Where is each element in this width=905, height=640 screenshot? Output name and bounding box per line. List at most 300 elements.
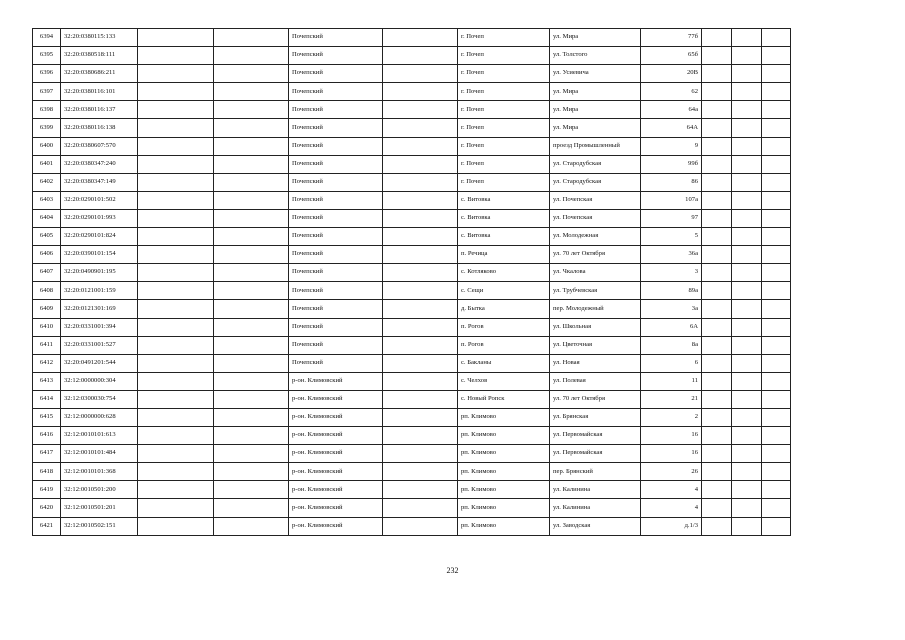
cell-street: ул. Мира — [550, 29, 641, 47]
cell-row-index: 6405 — [33, 228, 61, 246]
cell-blank-col-6 — [383, 499, 458, 517]
table-row — [33, 282, 791, 300]
cell-blank-col-12 — [762, 155, 791, 173]
cell-blank-col-11 — [732, 264, 762, 282]
cell-house-number: 11 — [641, 372, 702, 390]
cell-settlement: с. Витовка — [458, 228, 550, 246]
cell-settlement: с. Витовка — [458, 191, 550, 209]
cell-blank-col-10 — [702, 264, 732, 282]
cell-blank-col-12 — [762, 390, 791, 408]
cell-blank-col-3 — [138, 119, 214, 137]
cell-row-index: 6420 — [33, 499, 61, 517]
cell-cadastral-number: 32:12:0010501:201 — [61, 499, 138, 517]
cell-blank-col-12 — [762, 427, 791, 445]
cell-district: Почепский — [289, 119, 383, 137]
cell-cadastral-number: 32:20:0380116:138 — [61, 119, 138, 137]
cell-house-number: 16 — [641, 427, 702, 445]
cell-blank-col-3 — [138, 29, 214, 47]
cell-blank-col-11 — [732, 481, 762, 499]
cell-house-number: 36а — [641, 246, 702, 264]
cell-blank-col-10 — [702, 481, 732, 499]
cell-blank-col-3 — [138, 282, 214, 300]
cell-district: Почепский — [289, 83, 383, 101]
cell-cadastral-number: 32:20:0380518:111 — [61, 47, 138, 65]
cell-blank-col-4 — [214, 209, 289, 227]
cell-blank-col-4 — [214, 300, 289, 318]
cell-cadastral-number: 32:12:0010101:484 — [61, 445, 138, 463]
cell-blank-col-11 — [732, 65, 762, 83]
cell-district: Почепский — [289, 65, 383, 83]
cell-settlement: с. Челхов — [458, 372, 550, 390]
cell-blank-col-12 — [762, 137, 791, 155]
cell-settlement: с. Бакланы — [458, 354, 550, 372]
cell-blank-col-11 — [732, 318, 762, 336]
cell-street: пер. Брянский — [550, 463, 641, 481]
table-row — [33, 427, 791, 445]
cell-blank-col-11 — [732, 282, 762, 300]
cell-house-number: 20В — [641, 65, 702, 83]
cell-street: ул. Мира — [550, 83, 641, 101]
cell-blank-col-3 — [138, 445, 214, 463]
cell-cadastral-number: 32:20:0121001:159 — [61, 282, 138, 300]
cell-district: р-он. Климовский — [289, 499, 383, 517]
cell-settlement: рп. Климово — [458, 463, 550, 481]
cell-blank-col-11 — [732, 499, 762, 517]
cell-blank-col-12 — [762, 517, 791, 535]
table-row — [33, 209, 791, 227]
cell-street: ул. Калинина — [550, 499, 641, 517]
cell-cadastral-number: 32:12:0010501:200 — [61, 481, 138, 499]
cell-district: Почепский — [289, 318, 383, 336]
cell-street: ул. Заводская — [550, 517, 641, 535]
cell-district: р-он. Климовский — [289, 445, 383, 463]
cell-row-index: 6417 — [33, 445, 61, 463]
cell-row-index: 6394 — [33, 29, 61, 47]
cell-district: Почепский — [289, 264, 383, 282]
cell-blank-col-10 — [702, 354, 732, 372]
cell-street: ул. Брянская — [550, 408, 641, 426]
cell-settlement: г. Почеп — [458, 29, 550, 47]
table-row — [33, 481, 791, 499]
cell-settlement: г. Почеп — [458, 65, 550, 83]
cell-house-number: 4 — [641, 499, 702, 517]
cell-blank-col-10 — [702, 445, 732, 463]
cell-blank-col-4 — [214, 463, 289, 481]
cell-cadastral-number: 32:20:0490901:195 — [61, 264, 138, 282]
cell-blank-col-11 — [732, 300, 762, 318]
cell-row-index: 6402 — [33, 173, 61, 191]
cell-settlement: рп. Климово — [458, 499, 550, 517]
cell-street: проезд Промышленный — [550, 137, 641, 155]
cell-row-index: 6419 — [33, 481, 61, 499]
cell-settlement: г. Почеп — [458, 101, 550, 119]
cell-cadastral-number: 32:20:0380115:133 — [61, 29, 138, 47]
cell-row-index: 6398 — [33, 101, 61, 119]
cell-blank-col-4 — [214, 517, 289, 535]
registry-table — [32, 28, 791, 536]
cell-blank-col-11 — [732, 47, 762, 65]
cell-row-index: 6397 — [33, 83, 61, 101]
cell-house-number: 6А — [641, 318, 702, 336]
cell-blank-col-4 — [214, 408, 289, 426]
cell-blank-col-3 — [138, 427, 214, 445]
cell-row-index: 6406 — [33, 246, 61, 264]
table-row — [33, 517, 791, 535]
cell-blank-col-4 — [214, 155, 289, 173]
cell-blank-col-3 — [138, 499, 214, 517]
table-row — [33, 191, 791, 209]
cell-blank-col-11 — [732, 29, 762, 47]
cell-cadastral-number: 32:12:0000000:304 — [61, 372, 138, 390]
table-row — [33, 408, 791, 426]
cell-street: ул. 70 лет Октября — [550, 246, 641, 264]
cell-blank-col-6 — [383, 101, 458, 119]
cell-blank-col-10 — [702, 408, 732, 426]
table-row — [33, 119, 791, 137]
cell-blank-col-10 — [702, 390, 732, 408]
cell-house-number: 107а — [641, 191, 702, 209]
cell-settlement: рп. Климово — [458, 445, 550, 463]
cell-blank-col-6 — [383, 65, 458, 83]
cell-blank-col-10 — [702, 209, 732, 227]
cell-blank-col-6 — [383, 246, 458, 264]
cell-cadastral-number: 32:20:0331001:394 — [61, 318, 138, 336]
cell-blank-col-12 — [762, 318, 791, 336]
cell-blank-col-3 — [138, 209, 214, 227]
cell-blank-col-6 — [383, 390, 458, 408]
cell-blank-col-10 — [702, 372, 732, 390]
cell-district: Почепский — [289, 336, 383, 354]
cell-blank-col-6 — [383, 427, 458, 445]
cell-settlement: с. Сещи — [458, 282, 550, 300]
cell-blank-col-4 — [214, 390, 289, 408]
table-row — [33, 499, 791, 517]
cell-cadastral-number: 32:20:0290101:993 — [61, 209, 138, 227]
cell-district: р-он. Климовский — [289, 463, 383, 481]
cell-blank-col-6 — [383, 264, 458, 282]
table-row — [33, 29, 791, 47]
cell-settlement: г. Почеп — [458, 173, 550, 191]
cell-cadastral-number: 32:20:0121301:169 — [61, 300, 138, 318]
cell-street: ул. Чкалова — [550, 264, 641, 282]
cell-street: ул. Мира — [550, 101, 641, 119]
cell-blank-col-12 — [762, 336, 791, 354]
cell-house-number: 2 — [641, 408, 702, 426]
cell-settlement: с. Витовка — [458, 209, 550, 227]
cell-row-index: 6396 — [33, 65, 61, 83]
cell-house-number: 16 — [641, 445, 702, 463]
cell-blank-col-10 — [702, 155, 732, 173]
cell-blank-col-11 — [732, 408, 762, 426]
cell-blank-col-12 — [762, 463, 791, 481]
cell-district: р-он. Климовский — [289, 408, 383, 426]
cell-settlement: г. Почеп — [458, 83, 550, 101]
cell-cadastral-number: 32:12:0000000:628 — [61, 408, 138, 426]
table-row — [33, 336, 791, 354]
cell-street: ул. Первомайская — [550, 445, 641, 463]
cell-row-index: 6401 — [33, 155, 61, 173]
cell-blank-col-3 — [138, 83, 214, 101]
cell-blank-col-12 — [762, 354, 791, 372]
cell-blank-col-4 — [214, 354, 289, 372]
cell-blank-col-12 — [762, 300, 791, 318]
cell-blank-col-4 — [214, 47, 289, 65]
table-row — [33, 463, 791, 481]
table-row — [33, 228, 791, 246]
cell-blank-col-12 — [762, 408, 791, 426]
cell-blank-col-6 — [383, 191, 458, 209]
cell-settlement: п. Рогов — [458, 336, 550, 354]
cell-blank-col-11 — [732, 390, 762, 408]
cell-blank-col-12 — [762, 83, 791, 101]
cell-blank-col-3 — [138, 336, 214, 354]
cell-house-number: 8а — [641, 336, 702, 354]
cell-blank-col-4 — [214, 137, 289, 155]
cell-cadastral-number: 32:20:0390101:154 — [61, 246, 138, 264]
cell-blank-col-6 — [383, 155, 458, 173]
cell-blank-col-10 — [702, 517, 732, 535]
cell-row-index: 6403 — [33, 191, 61, 209]
cell-blank-col-11 — [732, 354, 762, 372]
cell-house-number: 89а — [641, 282, 702, 300]
cell-house-number: 64А — [641, 119, 702, 137]
cell-blank-col-10 — [702, 336, 732, 354]
cell-blank-col-11 — [732, 445, 762, 463]
cell-blank-col-6 — [383, 228, 458, 246]
cell-row-index: 6414 — [33, 390, 61, 408]
page-number: 232 — [446, 566, 459, 575]
cell-blank-col-11 — [732, 119, 762, 137]
cell-blank-col-3 — [138, 173, 214, 191]
cell-house-number: д.1/3 — [641, 517, 702, 535]
cell-blank-col-12 — [762, 173, 791, 191]
cell-district: Почепский — [289, 101, 383, 119]
cell-street: ул. Мира — [550, 119, 641, 137]
cell-street: ул. Цветочная — [550, 336, 641, 354]
cell-cadastral-number: 32:20:0380347:240 — [61, 155, 138, 173]
cell-blank-col-10 — [702, 191, 732, 209]
cell-cadastral-number: 32:20:0380116:137 — [61, 101, 138, 119]
cell-row-index: 6395 — [33, 47, 61, 65]
cell-blank-col-11 — [732, 463, 762, 481]
cell-street: ул. Полевая — [550, 372, 641, 390]
cell-row-index: 6415 — [33, 408, 61, 426]
cell-blank-col-3 — [138, 155, 214, 173]
cell-blank-col-6 — [383, 137, 458, 155]
cell-blank-col-10 — [702, 119, 732, 137]
cell-house-number: 86 — [641, 173, 702, 191]
cell-cadastral-number: 32:20:0491201:544 — [61, 354, 138, 372]
cell-blank-col-6 — [383, 445, 458, 463]
table-row — [33, 155, 791, 173]
cell-house-number: 65б — [641, 47, 702, 65]
cell-house-number: 9 — [641, 137, 702, 155]
table-row — [33, 173, 791, 191]
cell-house-number: 4 — [641, 481, 702, 499]
cell-street: ул. Школьная — [550, 318, 641, 336]
cell-blank-col-6 — [383, 372, 458, 390]
table-row — [33, 300, 791, 318]
cell-blank-col-4 — [214, 372, 289, 390]
cell-row-index: 6416 — [33, 427, 61, 445]
cell-street: ул. Стародубская — [550, 173, 641, 191]
cell-blank-col-6 — [383, 408, 458, 426]
cell-blank-col-10 — [702, 65, 732, 83]
cell-cadastral-number: 32:20:0290101:824 — [61, 228, 138, 246]
cell-blank-col-3 — [138, 191, 214, 209]
cell-blank-col-3 — [138, 463, 214, 481]
table-row — [33, 264, 791, 282]
cell-blank-col-3 — [138, 101, 214, 119]
cell-settlement: г. Почеп — [458, 137, 550, 155]
cell-street: ул. Стародубская — [550, 155, 641, 173]
cell-street: ул. Молодежная — [550, 228, 641, 246]
table-row — [33, 137, 791, 155]
cell-blank-col-6 — [383, 173, 458, 191]
cell-cadastral-number: 32:20:0380607:570 — [61, 137, 138, 155]
cell-blank-col-12 — [762, 481, 791, 499]
cell-district: Почепский — [289, 246, 383, 264]
cell-street: ул. Усиевича — [550, 65, 641, 83]
cell-blank-col-6 — [383, 354, 458, 372]
cell-blank-col-12 — [762, 445, 791, 463]
cell-cadastral-number: 32:20:0290101:502 — [61, 191, 138, 209]
cell-house-number: 62 — [641, 83, 702, 101]
cell-cadastral-number: 32:20:0380116:101 — [61, 83, 138, 101]
cell-blank-col-11 — [732, 246, 762, 264]
cell-blank-col-4 — [214, 191, 289, 209]
cell-blank-col-11 — [732, 336, 762, 354]
cell-blank-col-12 — [762, 499, 791, 517]
cell-blank-col-12 — [762, 246, 791, 264]
cell-blank-col-4 — [214, 481, 289, 499]
cell-blank-col-3 — [138, 137, 214, 155]
cell-blank-col-11 — [732, 137, 762, 155]
cell-settlement: д. Бытка — [458, 300, 550, 318]
cell-cadastral-number: 32:20:0380686:211 — [61, 65, 138, 83]
cell-street: ул. Почепская — [550, 191, 641, 209]
cell-blank-col-12 — [762, 119, 791, 137]
table-row — [33, 445, 791, 463]
cell-house-number: 77б — [641, 29, 702, 47]
cell-blank-col-10 — [702, 101, 732, 119]
cell-house-number: 21 — [641, 390, 702, 408]
cell-settlement: рп. Климово — [458, 481, 550, 499]
cell-blank-col-12 — [762, 264, 791, 282]
cell-blank-col-11 — [732, 83, 762, 101]
cell-district: Почепский — [289, 354, 383, 372]
cell-street: ул. 70 лет Октября — [550, 390, 641, 408]
cell-blank-col-4 — [214, 65, 289, 83]
cell-house-number: 99б — [641, 155, 702, 173]
cell-district: Почепский — [289, 209, 383, 227]
cell-blank-col-12 — [762, 191, 791, 209]
cell-street: ул. Толстого — [550, 47, 641, 65]
table-row — [33, 390, 791, 408]
cell-blank-col-10 — [702, 173, 732, 191]
cell-blank-col-4 — [214, 83, 289, 101]
table-row — [33, 65, 791, 83]
cell-blank-col-12 — [762, 65, 791, 83]
cell-blank-col-3 — [138, 246, 214, 264]
cell-blank-col-6 — [383, 318, 458, 336]
cell-cadastral-number: 32:12:0010502:151 — [61, 517, 138, 535]
cell-row-index: 6399 — [33, 119, 61, 137]
cell-district: Почепский — [289, 47, 383, 65]
cell-blank-col-4 — [214, 119, 289, 137]
cell-cadastral-number: 32:12:0300030:754 — [61, 390, 138, 408]
cell-settlement: п. Рогов — [458, 318, 550, 336]
cell-house-number: 3 — [641, 264, 702, 282]
cell-blank-col-4 — [214, 228, 289, 246]
cell-blank-col-6 — [383, 517, 458, 535]
cell-blank-col-3 — [138, 481, 214, 499]
cell-street: ул. Трубчевская — [550, 282, 641, 300]
cell-blank-col-6 — [383, 47, 458, 65]
cell-blank-col-6 — [383, 336, 458, 354]
cell-blank-col-4 — [214, 246, 289, 264]
cell-blank-col-10 — [702, 318, 732, 336]
cell-street: ул. Новая — [550, 354, 641, 372]
cell-district: Почепский — [289, 137, 383, 155]
cell-settlement: с. Котляково — [458, 264, 550, 282]
cell-street: пер. Молодежный — [550, 300, 641, 318]
cell-blank-col-12 — [762, 209, 791, 227]
cell-district: р-он. Климовский — [289, 390, 383, 408]
cell-blank-col-6 — [383, 29, 458, 47]
cell-cadastral-number: 32:20:0380347:149 — [61, 173, 138, 191]
cell-blank-col-11 — [732, 427, 762, 445]
cell-blank-col-10 — [702, 427, 732, 445]
cell-settlement: г. Почеп — [458, 47, 550, 65]
cell-row-index: 6409 — [33, 300, 61, 318]
cell-blank-col-3 — [138, 408, 214, 426]
cell-blank-col-11 — [732, 209, 762, 227]
table-row — [33, 83, 791, 101]
cell-blank-col-4 — [214, 29, 289, 47]
cell-blank-col-4 — [214, 318, 289, 336]
cell-district: р-он. Климовский — [289, 427, 383, 445]
cell-blank-col-3 — [138, 47, 214, 65]
cell-cadastral-number: 32:20:0331001:527 — [61, 336, 138, 354]
cell-house-number: 3а — [641, 300, 702, 318]
cell-street: ул. Первомайская — [550, 427, 641, 445]
cell-district: р-он. Климовский — [289, 481, 383, 499]
cell-blank-col-10 — [702, 499, 732, 517]
cell-street: ул. Калинина — [550, 481, 641, 499]
table-row — [33, 372, 791, 390]
cell-cadastral-number: 32:12:0010101:613 — [61, 427, 138, 445]
cell-street: ул. Почепская — [550, 209, 641, 227]
cell-blank-col-12 — [762, 282, 791, 300]
cell-settlement: рп. Климово — [458, 427, 550, 445]
cell-blank-col-3 — [138, 372, 214, 390]
cell-blank-col-6 — [383, 463, 458, 481]
cell-district: р-он. Климовский — [289, 372, 383, 390]
cell-blank-col-6 — [383, 300, 458, 318]
cell-settlement: рп. Климово — [458, 517, 550, 535]
cell-district: Почепский — [289, 173, 383, 191]
cell-row-index: 6412 — [33, 354, 61, 372]
cell-blank-col-10 — [702, 83, 732, 101]
cell-row-index: 6400 — [33, 137, 61, 155]
cell-district: Почепский — [289, 300, 383, 318]
cell-blank-col-10 — [702, 282, 732, 300]
cell-blank-col-11 — [732, 101, 762, 119]
cell-blank-col-10 — [702, 246, 732, 264]
cell-district: Почепский — [289, 155, 383, 173]
cell-blank-col-12 — [762, 101, 791, 119]
